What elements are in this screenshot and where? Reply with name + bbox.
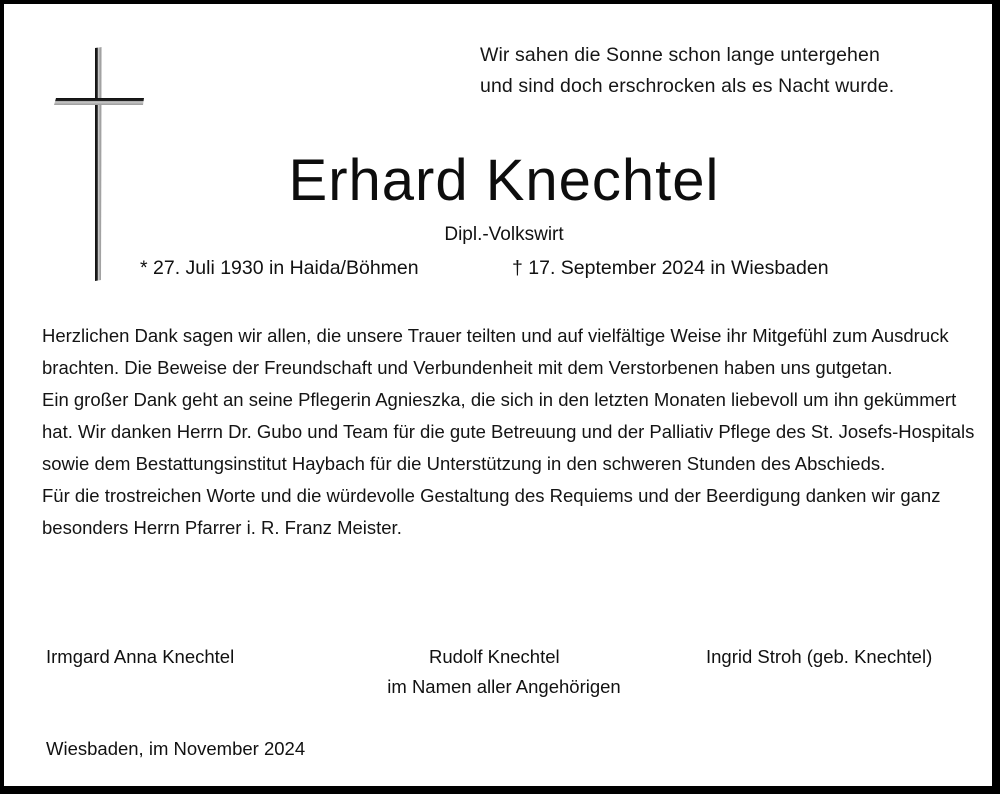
paragraph: Für die trostreichen Worte und die würdevolle Gestaltung des Requiems und der Beerdigung danken wir ganz besonders Herrn Pfarrer i. R. Franz Meister. — [42, 485, 941, 538]
paragraph: Ein großer Dank geht an seine Pflegerin Agnieszka, die sich in den letzten Monaten liebevoll um ihn gekümmert hat. Wir danken Herrn Dr. Gubo und Team für die gute Betreuung und der Palliativ Pflege des St. Josefs-Hospitals sowie dem Bestattungsinstitut Haybach für die Unterstützung in den schweren Stunden des Abschieds. — [42, 389, 975, 474]
birth-date: * 27. Juli 1930 in Haida/Böhmen — [140, 257, 419, 279]
death-date: † 17. September 2024 in Wiesbaden — [512, 257, 829, 279]
signatory: Irmgard Anna Knechtel — [46, 646, 235, 667]
epigraph-quote — [480, 40, 894, 102]
paragraph: Herzlichen Dank sagen wir allen, die unsere Trauer teilten und auf vielfältige Weise ihr Mitgefühl zum Ausdruck brachten. Die Beweise der Freundschaft und Verbundenheit mit dem Verstorbenen haben uns gutgetan. — [42, 325, 949, 378]
thanks-text — [42, 320, 977, 544]
quote-line-1: Wir sahen die Sonne schon lange untergehen — [480, 44, 880, 66]
signatory: Rudolf Knechtel — [429, 646, 560, 667]
place-date: Wiesbaden, im November 2024 — [46, 738, 306, 759]
deceased-title: Dipl.-Volkswirt — [444, 224, 564, 245]
obituary-notice — [4, 4, 992, 786]
deceased-name: Erhard Knechtel — [288, 148, 720, 213]
signatory-note: im Namen aller Angehörigen — [387, 676, 621, 697]
quote-line-2: und sind doch erschrocken als es Nacht wurde. — [480, 75, 895, 97]
signatory: Ingrid Stroh (geb. Knechtel) — [706, 646, 933, 667]
